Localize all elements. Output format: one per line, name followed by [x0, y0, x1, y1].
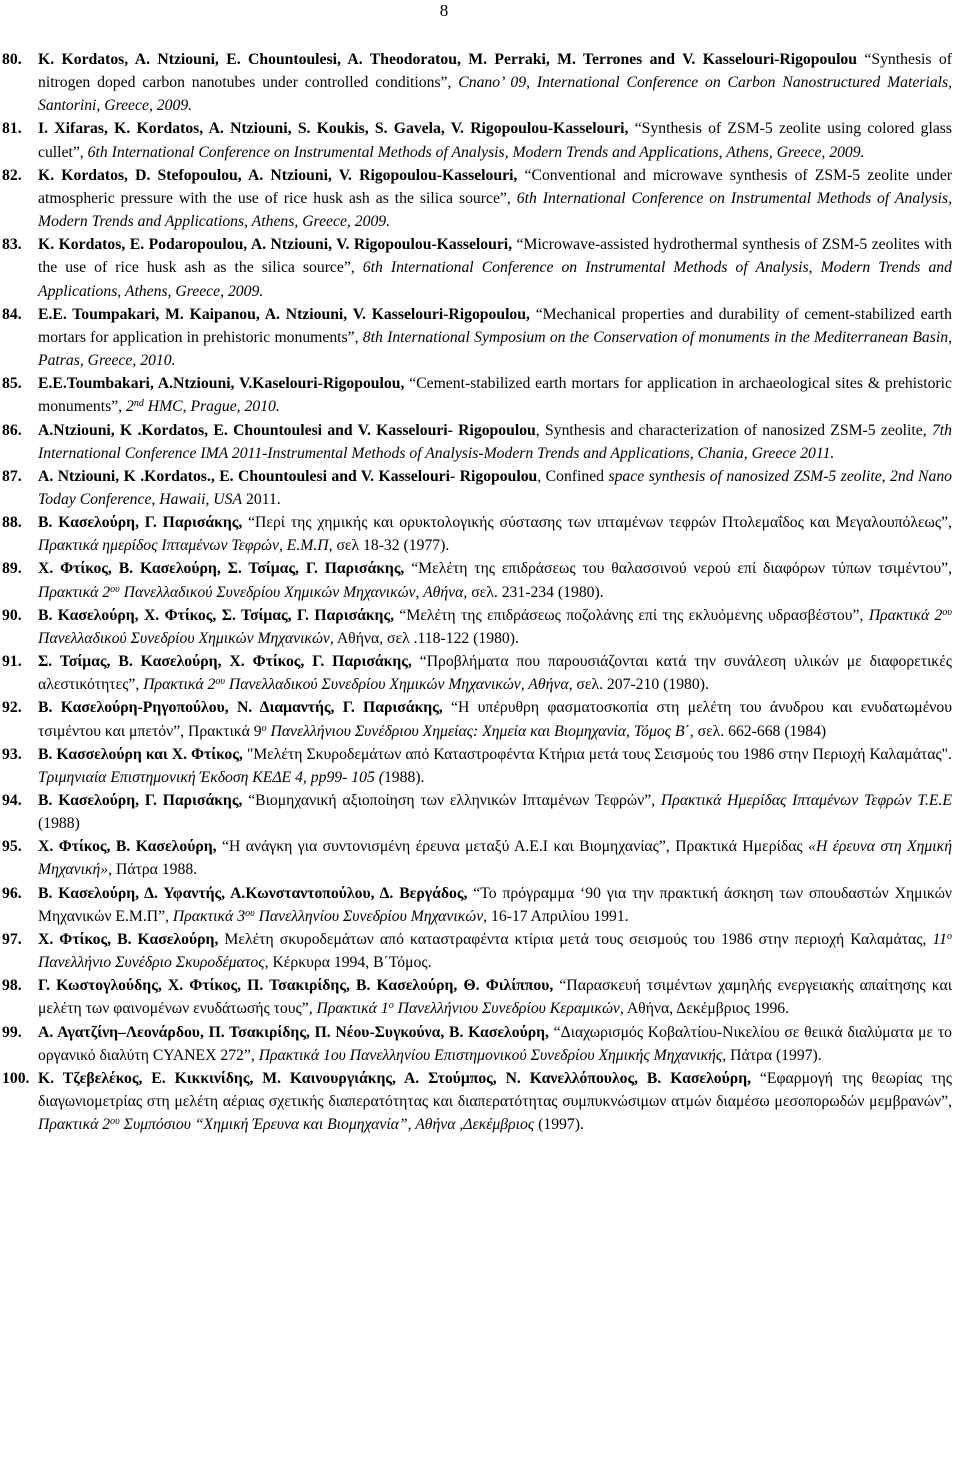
reference-authors: Σ. Τσίμας, Β. Κασελούρη, Χ. Φτίκος, Γ. Παρισάκης, — [38, 653, 412, 671]
reference-text: 2011. — [242, 490, 281, 508]
reference-number: 99. — [2, 1023, 22, 1041]
reference-item — [0, 696, 960, 742]
reference-item — [0, 117, 960, 163]
reference-authors: Β. Κασελούρη, Γ. Παρισάκης, — [38, 792, 243, 809]
reference-authors: E.E. Toumpakari, M. Kaipanou, A. Ntziouni, V. Kasselouri-Rigopoulou, — [38, 305, 530, 323]
reference-authors: Β. Κασσελούρη και Χ. Φτίκος, — [38, 745, 243, 763]
reference-number: 93. — [2, 745, 22, 763]
reference-text: 1988). — [383, 768, 425, 786]
reference-text: Μελέτη σκυροδεμάτων από καταστραφέντα κτίρια μετά τους σεισμούς του 1986 στην περιοχή Καλαμάτας, — [218, 930, 933, 948]
superscript: ου — [245, 907, 255, 919]
superscript: ο — [388, 1000, 394, 1012]
reference-number: 81. — [2, 120, 22, 138]
reference-number: 83. — [2, 236, 22, 254]
reference-text: Πανελλήνιου Συνέδριου Χημείας: Χημεία και Βιομηχανία, Τόμος Β΄, — [266, 722, 694, 740]
reference-text: “Η ανάγκη για συντονισμένη έρευνα μεταξύ Α.Ε.Ι και Βιομηχανίας”, Πρακτικά Ημερίδας — [216, 838, 809, 856]
reference-item — [0, 1067, 960, 1136]
reference-text: “Microwave-assisted hydrothermal synthesis of ZSM-5 zeolites with the use of rice husk ash as the silica source”, — [38, 236, 952, 277]
reference-item — [0, 164, 960, 233]
reference-text: “Conventional and microwave synthesis of ZSM-5 zeolite under atmospheric pressure with the use of rice husk ash as the silica source”, — [38, 166, 952, 207]
reference-item — [0, 465, 960, 511]
reference-item — [0, 974, 960, 1020]
reference-text: “Προβλήματα που παρουσιάζονται κατά την συνάλεση υλικών με διαφορετικές αλεστικότητες”, — [38, 653, 952, 694]
reference-number: 90. — [2, 606, 22, 624]
reference-text: (1988) — [38, 815, 80, 833]
reference-text: 6th International Conference on Instrumental Methods of Analysis, Modern Trends and Applications, Athens, Greece, 2009. — [38, 189, 953, 231]
reference-text: Αθήνα, Δεκέμβριος 1996. — [623, 1000, 790, 1018]
reference-list — [0, 48, 960, 1136]
reference-text: Πανελλαδικού Συνεδρίου Χημικών Μηχανικών, Αθήνα — [224, 676, 569, 694]
reference-authors: A.Ntziouni, K .Kordatos, E. Chountoulesi and V. Kasselouri- Rigopoulou — [38, 421, 536, 439]
reference-text: σελ. 231-234 (1980). — [467, 583, 604, 601]
reference-text: Πάτρα (1997). — [726, 1046, 822, 1064]
reference-number: 91. — [2, 653, 22, 671]
reference-text: Πανελλαδικού Συνεδρίου Χημικών Μηχανικών, — [38, 629, 334, 647]
reference-number: 86. — [2, 421, 22, 439]
reference-text: Αθήνα, σελ .118-122 (1980). — [333, 629, 519, 647]
reference-authors: K. Kordatos, D. Stefopoulou, A. Ntziouni, V. Rigopoulou-Kasselouri, — [38, 166, 518, 184]
reference-text: HMC, Prague, 2010. — [143, 398, 280, 416]
reference-text: σελ. 662-668 (1984) — [693, 722, 827, 740]
reference-text: Πρακτικά 2 — [38, 583, 111, 601]
reference-text: “Περί της χημικής και ορυκτολογικής σύστασης των ιπταμένων τεφρών Πτολεμαΐδος και Μεγαλουπόλεως”, — [242, 514, 952, 532]
reference-authors: Χ. Φτίκος, Β. Κασελούρη, — [38, 930, 219, 948]
reference-item — [0, 557, 960, 603]
reference-number: 88. — [2, 514, 22, 532]
reference-text: Πρακτικά Ημερίδας Ιπταμένων Τεφρών Τ.Ε.Ε — [660, 792, 952, 809]
reference-authors: Χ. Φτίκος, Β. Κασελούρη, Σ. Τσίμας, Γ. Παρισάκης, — [38, 560, 405, 578]
reference-authors: A. Ntziouni, K .Kordatos., E. Chountoulesi and V. Kasselouri- Rigopoulou — [38, 467, 538, 485]
reference-text: Πρακτικά 1ου Πανελληνίου Επιστημονικού Συνεδρίου Χημικής Μηχανικής, — [258, 1046, 727, 1064]
reference-number: 100. — [2, 1069, 30, 1087]
reference-authors: Γ. Κωστογλούδης, Χ. Φτίκος, Π. Τσακιρίδης, Β. Κασελούρη, Θ. Φιλίππου, — [38, 977, 554, 995]
reference-number: 80. — [2, 51, 22, 68]
reference-number: 98. — [2, 977, 22, 995]
reference-item — [0, 743, 960, 789]
reference-text: Πάτρα 1988. — [112, 861, 198, 879]
reference-text: 7th International Conference IMA 2011-Instrumental Methods of Analysis-Modern Trends and Applications, Chania, Greece 2011. — [38, 421, 952, 462]
reference-authors: Β. Κασελούρη-Ρηγοπούλου, Ν. Διαμαντής, Γ. Παρισάκης, — [38, 699, 443, 717]
reference-text: Πανελλήνιο Συνέδριο Σκυροδέματος, — [38, 954, 269, 972]
reference-authors: K. Kordatos, E. Podaropoulou, A. Ntziouni, V. Rigopoulou-Kasselouri, — [38, 236, 513, 254]
reference-item — [0, 511, 960, 557]
reference-text: “Εφαρμογή της θεωρίας της διαγωνιομετρίας στη μελέτη αέριας σχετικής διαπερατότητας και διαπερατότητας συμπυκνώσιμων ατμών διαμέσω μεσοπορωδών μεμβρανών”, — [38, 1069, 952, 1111]
reference-text: “Μελέτη της επιδράσεως του θαλασσινού νερού επί διαφόρων τύπων τσιμέντου”, — [404, 560, 952, 578]
superscript: ου — [110, 583, 120, 595]
reference-text: Πανελλαδικού Συνεδρίου Χημικών Μηχανικών, Αθήνα, — [119, 583, 468, 601]
reference-number: 95. — [2, 838, 22, 856]
reference-text: (1997). — [534, 1116, 584, 1134]
reference-text: Cnano’ 09, International Conference on Carbon Nanostructured Materials, Santorini, Greece, 2009. — [38, 74, 952, 115]
reference-item — [0, 1021, 960, 1067]
reference-text: 6th International Conference on Instrumental Methods of Analysis, Modern Trends and Applications, Athens, Greece, 2009. — [38, 259, 952, 300]
reference-text: «Η έρευνα στη Χημική Μηχανική», — [38, 838, 952, 879]
reference-number: 87. — [2, 467, 22, 485]
reference-text: Πρακτικά 2 — [143, 676, 216, 694]
reference-authors: Β. Κασελούρη, Δ. Υφαντής, Α.Κωνσταντοπούλου, Δ. Βεργάδος, — [38, 884, 468, 902]
reference-authors: Χ. Φτίκος, Β. Κασελούρη, — [38, 838, 217, 856]
superscript: ου — [215, 676, 225, 688]
reference-item — [0, 48, 960, 117]
reference-item — [0, 789, 960, 835]
reference-text: “Διαχωρισμός Κοβαλτίου-Νικελίου σε θειικά διαλύματα με το οργανικό διαλύτη CYANEX 272”, — [38, 1023, 952, 1064]
reference-text: σελ 18-32 (1977). — [332, 537, 450, 555]
reference-authors: Κ. Τζεβελέκος, Ε. Κικκινίδης, Μ. Καινουργιάκης, Α. Στούμπος, Ν. Κανελλόπουλος, Β. Κασελούρη, — [38, 1069, 752, 1087]
reference-text: 16-17 Απριλίου 1991. — [487, 907, 629, 925]
reference-text: Πρακτικά 3 — [172, 907, 246, 925]
reference-text: “Μελέτη της επιδράσεως ποζολάνης επί της εκλυόμενης υδρασβέστου”, — [394, 606, 869, 624]
reference-text: “Synthesis of nitrogen doped carbon nanotubes under controlled conditions”, — [38, 51, 952, 92]
reference-text: , Synthesis and characterization of nanosized ZSM-5 zeolite, — [535, 421, 932, 439]
reference-text: Πρακτικά 1 — [316, 1000, 389, 1018]
reference-authors: Β. Κασελούρη, Γ. Παρισάκης, — [38, 514, 243, 532]
superscript: nd — [133, 398, 144, 410]
reference-text: "Μελέτη Σκυροδεμάτων από Καταστροφέντα Κτήρια μετά τους Σεισμούς του 1986 στην Περιοχή Καλαμάτας". — [242, 745, 952, 763]
reference-text: Πρακτικά ημερίδος Ιπταμένων Τεφρών, Ε.Μ.Π, — [38, 537, 333, 555]
reference-number: 89. — [2, 560, 22, 578]
reference-text: 2 — [126, 398, 134, 416]
reference-text: , σελ. 207-210 (1980). — [568, 676, 709, 694]
page-number: 8 — [439, 1, 449, 20]
reference-number: 82. — [2, 166, 22, 184]
reference-item — [0, 604, 960, 650]
reference-item — [0, 882, 960, 928]
reference-text: 6th International Conference on Instrumental Methods of Analysis, Modern Trends and Applications, Athens, Greece, 2009. — [87, 143, 865, 161]
reference-authors: Α. Αγατζίνη–Λεονάρδου, Π. Τσακιρίδης, Π. Νέου-Συγκούνα, Β. Κασελούρη, — [38, 1023, 549, 1041]
reference-text: “Η υπέρυθρη φασματοσκοπία στη μελέτη του άνυδρου και ενυδατωμένου τσιμέντου και μπετόν”, Πρακτικά 9 — [38, 699, 952, 740]
reference-number: 92. — [2, 699, 22, 717]
reference-number: 85. — [2, 375, 22, 393]
reference-text: Πανελλήνιου Συνεδρίου Κεραμικών, — [393, 1000, 624, 1018]
reference-text: Τριμηνιαία Επιστημονική Έκδοση ΚΕΔΕ 4, pp99- 105 ( — [38, 768, 384, 786]
reference-text: Πρακτικά 2 — [868, 606, 943, 624]
reference-text: 11 — [932, 930, 947, 948]
reference-text: “Cement-stabilized earth mortars for application in archaeological sites & prehistoric monuments”, — [38, 375, 952, 416]
reference-authors: I. Xifaras, K. Kordatos, A. Ntziouni, S. Koukis, S. Gavela, V. Rigopoulou-Kasselouri, — [38, 120, 629, 138]
reference-text: “Παρασκευή τσιμέντων χαμηλής ενεργειακής απαίτησης και μελέτη των φαινομένων ενυδάτωσής τους”, — [38, 977, 952, 1018]
superscript: ο — [261, 722, 267, 734]
reference-number: 97. — [2, 930, 22, 948]
reference-number: 94. — [2, 792, 22, 809]
reference-item — [0, 372, 960, 418]
reference-text: 8th International Symposium on the Conservation of monuments in the Mediterranean Basin, Patras, Greece, 2010. — [38, 328, 953, 370]
reference-item — [0, 650, 960, 696]
reference-text: Πανελληνίου Συνεδρίου Μηχανικών, — [254, 907, 488, 925]
reference-number: 84. — [2, 305, 22, 323]
reference-text: Κέρκυρα 1994, Β΄Τόμος. — [268, 954, 432, 972]
superscript: ου — [942, 606, 952, 618]
reference-text: Πρακτικά 2 — [38, 1116, 111, 1134]
superscript: ου — [110, 1116, 120, 1128]
reference-item — [0, 419, 960, 465]
reference-item — [0, 928, 960, 974]
reference-text: “Το πρόγραμμα ‘90 για την πρακτική άσκηση των σπουδαστών Χημικών Μηχανικών Ε.Μ.Π”, — [38, 884, 953, 925]
reference-item — [0, 835, 960, 881]
reference-text: “Synthesis of ZSM-5 zeolite using colored glass cullet”, — [38, 120, 953, 161]
reference-number: 96. — [2, 884, 22, 902]
reference-authors: K. Kordatos, A. Ntziouni, E. Chountoulesi, A. Theodoratou, M. Perraki, M. Terrones and V. Kasselouri-Rigopoulou — [38, 51, 857, 68]
reference-text: , Confined — [537, 467, 609, 485]
reference-item — [0, 233, 960, 302]
reference-text: “Mechanical properties and durability of cement-stabilized earth mortars for application in prehistoric monuments”, — [38, 305, 952, 346]
reference-text: “Βιομηχανική αξιοποίηση των ελληνικών Ιπταμένων Τεφρών”, — [242, 792, 661, 809]
reference-authors: Β. Κασελούρη, Χ. Φτίκος, Σ. Τσίμας, Γ. Παρισάκης, — [38, 606, 395, 624]
reference-text: space synthesis of nanosized ZSM-5 zeolite, 2nd Nano Today Conference, Hawaii, USA — [38, 467, 953, 508]
reference-text: Συμπόσιου “Χημική Έρευνα και Βιομηχανία”, Αθήνα ,Δεκέμβριος — [119, 1116, 535, 1134]
reference-authors: E.E.Toumbakari, A.Ntziouni, V.Kaselouri-Rigopoulou, — [38, 375, 405, 393]
superscript: ο — [946, 930, 952, 942]
reference-item — [0, 303, 960, 372]
